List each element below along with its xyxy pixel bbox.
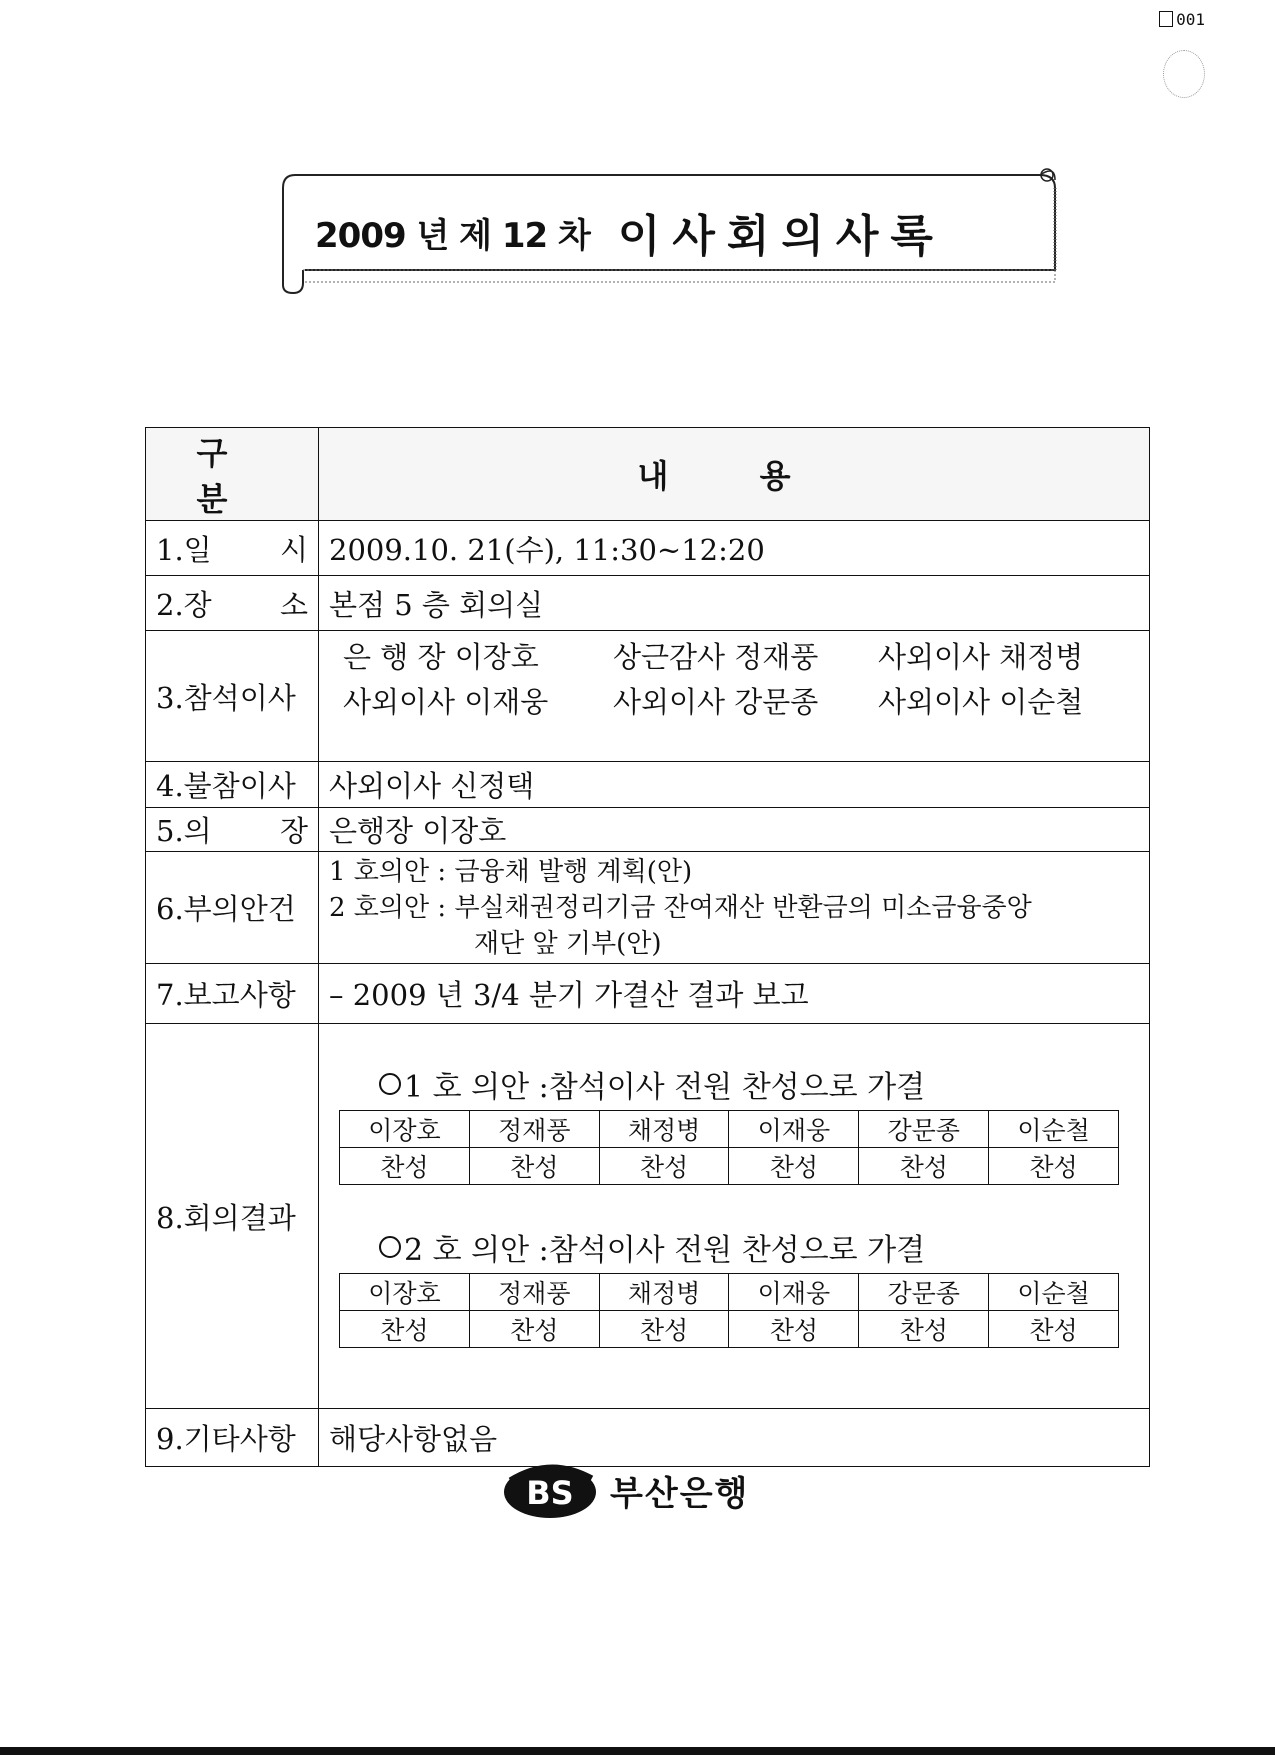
voter-name: 강문종: [859, 1274, 989, 1311]
label-results: 8.회의결과: [146, 1024, 319, 1409]
vote-value: 찬성: [859, 1148, 989, 1185]
vote-value: 찬성: [989, 1148, 1119, 1185]
row-date: [146, 521, 1150, 576]
value-date: 2009.10. 21(수), 11:30~12:20: [319, 521, 1150, 576]
vote-table-1: [339, 1110, 1119, 1185]
agenda-item-1: 1 호의안 : 금융채 발행 계획(안): [329, 856, 693, 887]
label-place: 2.장: [156, 587, 212, 622]
vote-value: 찬성: [340, 1148, 470, 1185]
vote-value: 찬성: [469, 1148, 599, 1185]
attendee: 사외이사 이순철: [878, 685, 1084, 719]
attendee: 사외이사 이재웅: [343, 685, 549, 719]
bs-logo-icon: [500, 1460, 600, 1520]
agenda-item-2: 2 호의안 : 부실채권정리기금 잔여재산 반환금의 미소금융중앙: [329, 892, 1032, 923]
value-report: – 2009 년 3/4 분기 가결산 결과 보고: [319, 964, 1150, 1024]
label-place-tail: 소: [279, 587, 308, 622]
vote-names-row: [340, 1111, 1119, 1148]
title-main: 이사회의사록: [617, 211, 945, 262]
row-chair: [146, 808, 1150, 852]
label-attendees: 3.참석이사: [146, 631, 319, 762]
voter-name: 정재풍: [469, 1274, 599, 1311]
label-report: 7.보고사항: [146, 964, 319, 1024]
value-other: 해당사항없음: [319, 1409, 1150, 1467]
voter-name: 이재웅: [729, 1111, 859, 1148]
voter-name: 채정병: [599, 1274, 729, 1311]
voter-name: 이장호: [340, 1111, 470, 1148]
vote-value: 찬성: [599, 1148, 729, 1185]
row-absent: [146, 762, 1150, 808]
vote-value: 찬성: [859, 1311, 989, 1348]
voter-name: 이재웅: [729, 1274, 859, 1311]
vote-values-row: [340, 1148, 1119, 1185]
value-chair: 은행장 이장호: [319, 808, 1150, 852]
vote-results: [329, 1024, 1139, 1408]
label-other: 9.기타사항: [146, 1409, 319, 1467]
value-absent: 사외이사 신정택: [319, 762, 1150, 808]
row-results: [146, 1024, 1150, 1409]
attendee: 은 행 장 이장호: [343, 640, 539, 674]
circle-bullet-icon: [379, 1236, 401, 1258]
fax-page-number: 001: [1159, 10, 1205, 29]
agenda-item-2-cont: 재단 앞 기부(안): [474, 928, 662, 959]
bank-logo: [500, 1460, 749, 1520]
label-chair: 5.의: [156, 814, 212, 848]
value-place: 본점 5 층 회의실: [319, 576, 1150, 631]
row-attendees: [146, 631, 1150, 762]
minutes-table: [145, 427, 1150, 1467]
title-prefix: 2009 년 제 12 차: [315, 215, 590, 256]
stamp-seal: [1163, 50, 1205, 98]
row-place: [146, 576, 1150, 631]
vote-value: 찬성: [469, 1311, 599, 1348]
voter-name: 정재풍: [469, 1111, 599, 1148]
attendee: 사외이사 강문종: [613, 685, 819, 719]
attendee: 사외이사 채정병: [878, 640, 1084, 674]
label-chair-tail: 장: [279, 814, 308, 848]
vote-table-2: [339, 1273, 1119, 1348]
attendee-list: [329, 631, 1139, 761]
document-title: [315, 202, 1045, 262]
row-agenda: [146, 852, 1150, 964]
vote-names-row: [340, 1274, 1119, 1311]
label-absent: 4.불참이사: [146, 762, 319, 808]
vote-title-1: 1 호 의안 :참석이사 전원 찬성으로 가결: [379, 1062, 1119, 1106]
vote-title-2: 2 호 의안 :참석이사 전원 찬성으로 가결: [379, 1225, 1119, 1269]
circle-bullet-icon: [379, 1073, 401, 1095]
header-content: 내 용: [319, 428, 1150, 521]
title-scroll-banner: [275, 160, 1065, 295]
vote-value: 찬성: [989, 1311, 1119, 1348]
header-category: 구 분: [146, 428, 319, 521]
row-other: [146, 1409, 1150, 1467]
voter-name: 이순철: [989, 1111, 1119, 1148]
label-agenda: 6.부의안건: [146, 852, 319, 964]
table-header-row: [146, 428, 1150, 521]
label-date-tail: 시: [279, 532, 308, 567]
vote-value: 찬성: [729, 1148, 859, 1185]
label-date: 1.일: [156, 532, 212, 567]
voter-name: 이장호: [340, 1274, 470, 1311]
page-edge-line: [0, 1747, 1275, 1755]
fax-icon: [1159, 11, 1173, 27]
attendee: 상근감사 정재풍: [613, 640, 819, 674]
vote-value: 찬성: [599, 1311, 729, 1348]
row-report: [146, 964, 1150, 1024]
voter-name: 이순철: [989, 1274, 1119, 1311]
vote-values-row: [340, 1311, 1119, 1348]
vote-value: 찬성: [340, 1311, 470, 1348]
vote-value: 찬성: [729, 1311, 859, 1348]
logo-mark-text: BS: [526, 1474, 574, 1512]
voter-name: 강문종: [859, 1111, 989, 1148]
logo-text: 부산은행: [610, 1473, 750, 1514]
voter-name: 채정병: [599, 1111, 729, 1148]
